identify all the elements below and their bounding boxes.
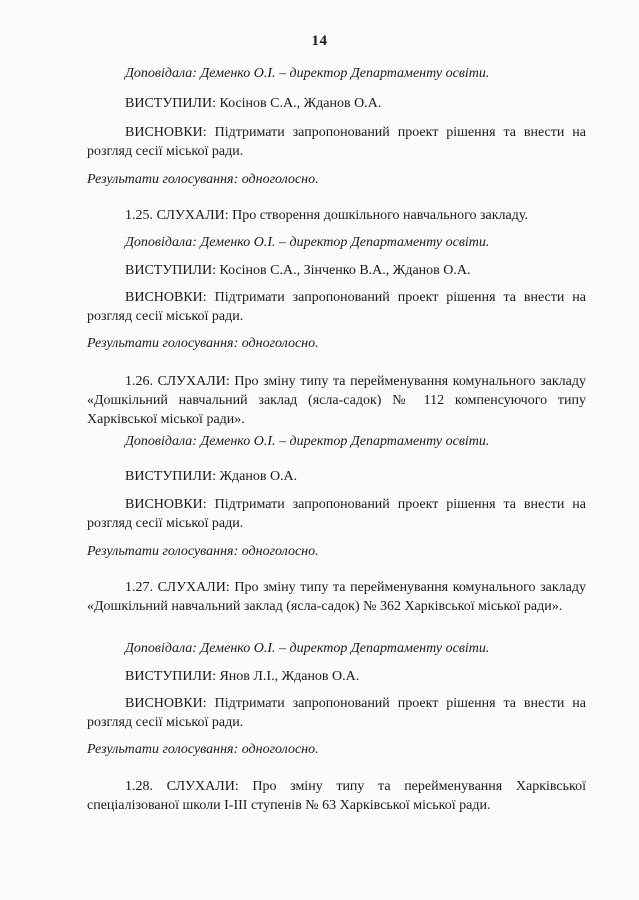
conclusion-paragraph: ВИСНОВКИ: Підтримати запропонований проект рішення та внести на розгляд сесії міської ради. — [87, 290, 586, 324]
speakers-line: ВИСТУПИЛИ: Косінов С.А., Жданов О.А. — [125, 96, 382, 111]
conclusion-paragraph: ВИСНОВКИ: Підтримати запропонований проект рішення та внести на розгляд сесії міської ради. — [87, 497, 586, 531]
conclusion-paragraph: ВИСНОВКИ: Підтримати запропонований проект рішення та внести на розгляд сесії міської ради. — [87, 125, 586, 159]
agenda-item-heading: 1.26. СЛУХАЛИ: Про зміну типу та перейменування комунального закладу «Дошкільний навчальний заклад (ясла-садок) № 112 компенсуючого типу Харківської міської ради». — [87, 374, 586, 427]
speaker-line: Доповідала: Деменко О.І. – директор Департаменту освіти. — [125, 235, 490, 250]
voting-result: Результати голосування: одноголосно. — [87, 336, 319, 351]
speaker-line: Доповідала: Деменко О.І. – директор Департаменту освіти. — [125, 434, 490, 449]
agenda-item-heading: 1.28. СЛУХАЛИ: Про зміну типу та перейменування Харківської спеціалізованої школи І-ІІІ ступенів № 63 Харківської міської ради. — [87, 779, 586, 813]
voting-result: Результати голосування: одноголосно. — [87, 172, 319, 187]
agenda-item-heading: 1.25. СЛУХАЛИ: Про створення дошкільного навчального закладу. — [125, 208, 528, 223]
voting-result: Результати голосування: одноголосно. — [87, 742, 319, 757]
speakers-line: ВИСТУПИЛИ: Косінов С.А., Зінченко В.А., Жданов О.А. — [125, 263, 471, 278]
page-number: 14 — [311, 33, 328, 49]
conclusion-paragraph: ВИСНОВКИ: Підтримати запропонований проект рішення та внести на розгляд сесії міської ради. — [87, 696, 586, 730]
speaker-line: Доповідала: Деменко О.І. – директор Департаменту освіти. — [125, 641, 490, 656]
speakers-line: ВИСТУПИЛИ: Янов Л.І., Жданов О.А. — [125, 669, 360, 684]
speakers-line: ВИСТУПИЛИ: Жданов О.А. — [125, 469, 298, 484]
agenda-item-heading: 1.27. СЛУХАЛИ: Про зміну типу та перейменування комунального закладу «Дошкільний навчальний заклад (ясла-садок) № 362 Харківської міської ради». — [87, 580, 586, 614]
voting-result: Результати голосування: одноголосно. — [87, 544, 319, 559]
speaker-line: Доповідала: Деменко О.І. – директор Департаменту освіти. — [125, 66, 490, 81]
